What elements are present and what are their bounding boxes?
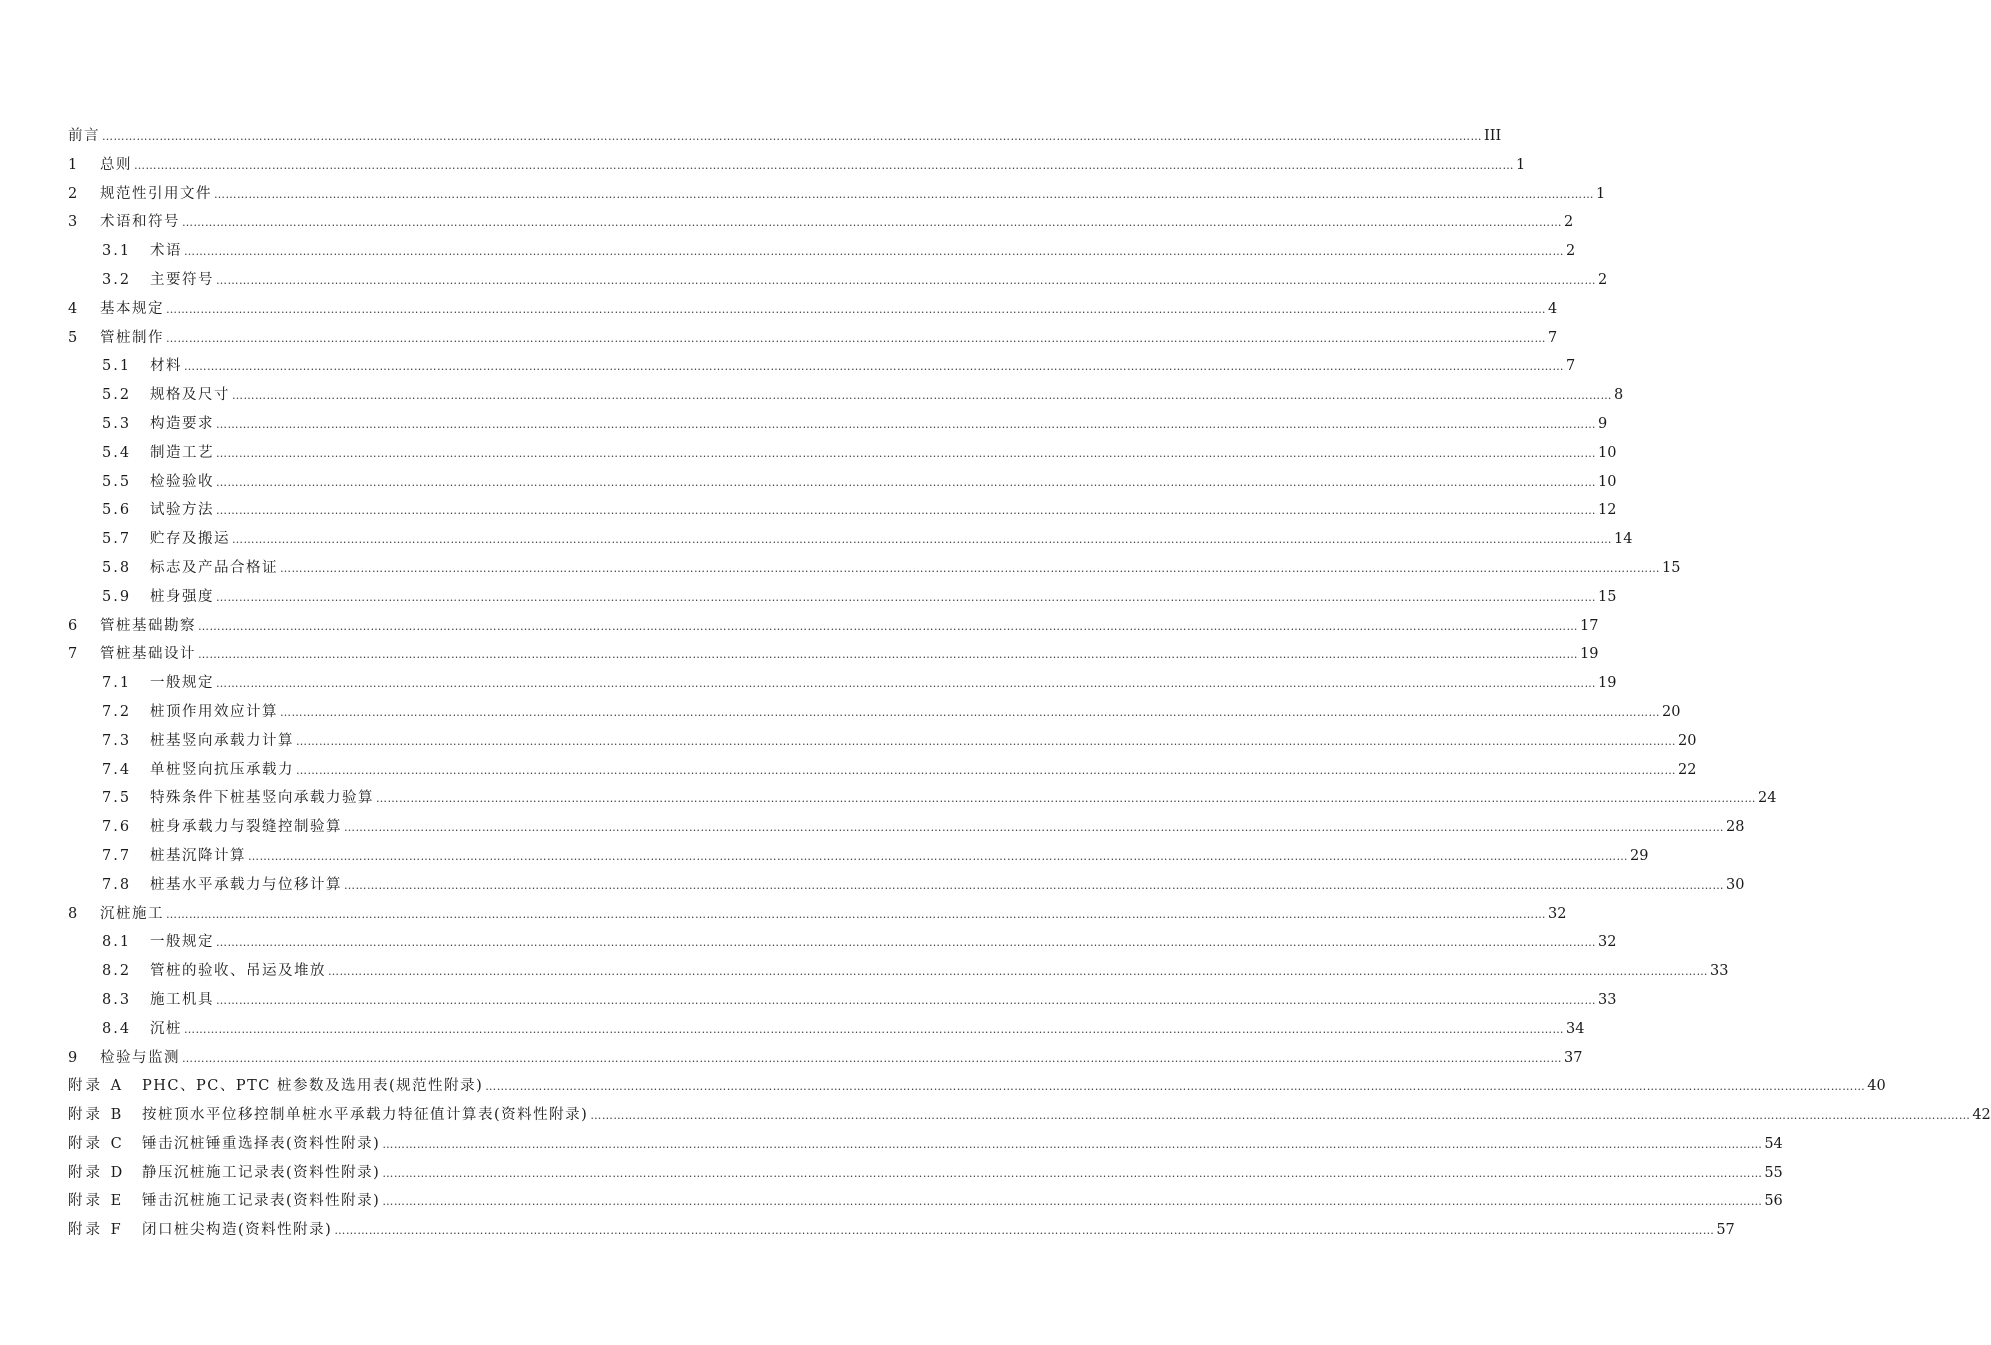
toc-entry-title: 规格及尺寸 [150,387,230,404]
toc-entry[interactable] [68,1187,1783,1216]
toc-entry-title: 检验与监测 [100,1049,180,1066]
dot-leader: ……………………………………………………………………………………………………………………………………………………………………………………………………………………………………………………………………………………………………………………………… [198,619,1578,633]
dot-leader: ……………………………………………………………………………………………………………………………………………………………………………………………………………………………………………………………………………………………………………………………… [184,245,1564,259]
dot-leader: ……………………………………………………………………………………………………………………………………………………………………………………………………………………………………………………………………………………………………………………………… [184,1022,1564,1036]
dot-leader: ……………………………………………………………………………………………………………………………………………………………………………………………………………………………………………………………………………………………………………………………… [232,389,1612,403]
toc-entry-title: PHC、PC、PTC 桩参数及选用表(规范性附录) [142,1078,484,1095]
toc-entry[interactable] [68,669,1617,698]
toc-entry[interactable] [68,1130,1783,1159]
dot-leader: ……………………………………………………………………………………………………………………………………………………………………………………………………………………………………………………………………………………………………………………………… [182,216,1562,230]
dot-leader: ……………………………………………………………………………………………………………………………………………………………………………………………………………………………………………………………………………………………………………………………… [184,360,1564,374]
dot-leader: ……………………………………………………………………………………………………………………………………………………………………………………………………………………………………………………………………………………………………………………………… [166,302,1546,316]
toc-entry-title: 特殊条件下桩基竖向承载力验算 [150,790,374,807]
toc-entry-number: 8.2 [102,963,132,980]
toc-entry-title: 贮存及搬运 [150,531,230,548]
toc-entry-number: 7 [68,646,79,663]
toc-entry-page: 56 [1764,1193,1783,1210]
toc-entry-page: 33 [1710,963,1729,980]
dot-leader: ……………………………………………………………………………………………………………………………………………………………………………………………………………………………………………………………………………………………………………………………… [232,533,1612,547]
dot-leader: ……………………………………………………………………………………………………………………………………………………………………………………………………………………………………………………………………………………………………………………………… [134,158,1514,172]
toc-entry[interactable] [68,928,1617,957]
dot-leader: ……………………………………………………………………………………………………………………………………………………………………………………………………………………………………………………………………………………………………………………………… [382,1195,1763,1209]
toc-entry-page: 15 [1598,588,1617,605]
dot-leader: ……………………………………………………………………………………………………………………………………………………………………………………………………………………………………………………………………………………………………………………………… [382,1166,1763,1180]
toc-entry-number: 2 [68,185,79,202]
toc-entry-page: 20 [1662,703,1681,720]
toc-entry-page: 22 [1678,761,1697,778]
toc-entry-number: 7.3 [102,732,132,749]
toc-entry-title: 桩身承载力与裂缝控制验算 [150,819,342,836]
dot-leader: ……………………………………………………………………………………………………………………………………………………………………………………………………………………………………………………………………………………………………………………………… [216,936,1596,950]
toc-entry-number: 7.1 [102,675,132,692]
dot-leader: ……………………………………………………………………………………………………………………………………………………………………………………………………………………………………………………………………………………………………………………………… [216,446,1596,460]
dot-leader: ……………………………………………………………………………………………………………………………………………………………………………………………………………………………………………………………………………………………………………………………… [334,1224,1715,1238]
toc-entry-title: 沉桩施工 [100,905,164,922]
toc-entry-title: 规范性引用文件 [100,185,212,202]
dot-leader: ……………………………………………………………………………………………………………………………………………………………………………………………………………………………………………………………………………………………………………………………… [485,1080,1866,1094]
toc-entry-number: 7.5 [102,790,132,807]
toc-entry-page: 2 [1598,271,1608,288]
toc-entry[interactable] [68,1159,1783,1188]
toc-entry[interactable] [68,1044,1583,1073]
toc-entry-title: 沉桩 [150,1020,182,1037]
toc-entry-page: 42 [1972,1107,1991,1124]
toc-entry-number: 5.6 [102,502,132,519]
toc-entry-number: 8.4 [102,1020,132,1037]
toc-entry-page: 2 [1566,243,1576,260]
toc-entry-title: 施工机具 [150,991,214,1008]
toc-entry-title: 闭口桩尖构造(资料性附录) [142,1222,333,1239]
toc-entry-title: 管桩基础勘察 [100,617,196,634]
toc-entry-page: 15 [1662,559,1681,576]
toc-entry[interactable] [68,1015,1585,1044]
toc-entry[interactable] [68,1072,1886,1101]
dot-leader: ……………………………………………………………………………………………………………………………………………………………………………………………………………………………………………………………………………………………………………………………… [216,273,1596,287]
toc-entry-title: 标志及产品合格证 [150,559,278,576]
dot-leader: ……………………………………………………………………………………………………………………………………………………………………………………………………………………………………………………………………………………………………………………………… [102,130,1482,143]
toc-entry-page: 32 [1598,934,1617,951]
dot-leader: ……………………………………………………………………………………………………………………………………………………………………………………………………………………………………………………………………………………………………………………………… [182,1051,1562,1065]
toc-entry-number: 3.1 [102,243,132,260]
toc-entry[interactable] [68,525,1633,554]
dot-leader: ……………………………………………………………………………………………………………………………………………………………………………………………………………………………………………………………………………………………………………………………… [344,878,1724,892]
toc-entry[interactable] [68,986,1617,1015]
toc-entry[interactable] [68,122,1502,151]
toc-entry-page: 10 [1598,473,1617,490]
toc-entry-title: 构造要求 [150,415,214,432]
toc-entry-number: 7.8 [102,876,132,893]
toc-entry-number: 3 [68,214,79,231]
toc-entry[interactable] [68,1216,1735,1245]
toc-entry-number: 1 [68,156,79,173]
toc-entry[interactable] [68,237,1576,266]
toc-entry-number: 5.8 [102,559,132,576]
toc-entry-title: 术语和符号 [100,214,180,231]
table-of-contents [68,122,1991,1245]
toc-entry-page: 8 [1614,387,1624,404]
toc-entry-title: 单桩竖向抗压承载力 [150,761,294,778]
toc-entry-number: 8 [68,905,79,922]
toc-entry-title: 桩基沉降计算 [150,847,246,864]
toc-entry-number: 9 [68,1049,79,1066]
dot-leader: ……………………………………………………………………………………………………………………………………………………………………………………………………………………………………………………………………………………………………………………………… [296,734,1676,748]
dot-leader: ……………………………………………………………………………………………………………………………………………………………………………………………………………………………………………………………………………………………………………………………… [296,763,1676,777]
toc-entry-number: 5.7 [102,531,132,548]
toc-entry-number: 3.2 [102,271,132,288]
toc-entry[interactable] [68,295,1558,324]
toc-entry-page: 33 [1598,991,1617,1008]
toc-entry[interactable] [68,1101,1991,1130]
toc-entry[interactable] [68,496,1617,525]
dot-leader: ……………………………………………………………………………………………………………………………………………………………………………………………………………………………………………………………………………………………………………………………… [216,504,1596,518]
toc-entry[interactable] [68,151,1526,180]
toc-entry-title: 基本规定 [100,300,164,317]
toc-entry-number: 5 [68,329,79,346]
toc-entry-page: 17 [1580,617,1599,634]
dot-leader: ……………………………………………………………………………………………………………………………………………………………………………………………………………………………………………………………………………………………………………………………… [328,965,1708,979]
toc-entry[interactable] [68,900,1567,929]
dot-leader: ……………………………………………………………………………………………………………………………………………………………………………………………………………………………………………………………………………………………………………………………… [382,1137,1763,1151]
toc-entry-number: 附录 E [68,1193,125,1210]
toc-entry-number: 5.3 [102,415,132,432]
toc-entry-page: 55 [1764,1164,1783,1181]
toc-entry-page: 40 [1867,1078,1886,1095]
toc-entry[interactable] [68,957,1729,986]
toc-entry[interactable] [68,756,1697,785]
dot-leader: ……………………………………………………………………………………………………………………………………………………………………………………………………………………………………………………………………………………………………………………………… [216,590,1596,604]
toc-entry-number: 附录 B [68,1107,125,1124]
toc-entry[interactable] [68,871,1745,900]
dot-leader: ……………………………………………………………………………………………………………………………………………………………………………………………………………………………………………………………………………………………………………………………… [198,648,1578,662]
toc-entry-title: 按桩顶水平位移控制单桩水平承载力特征值计算表(资料性附录) [142,1107,589,1124]
toc-entry-number: 附录 C [68,1135,125,1152]
toc-entry-page: 1 [1596,185,1606,202]
toc-entry-page: 2 [1564,214,1574,231]
toc-entry-page: 20 [1678,732,1697,749]
toc-entry-page: 57 [1716,1222,1735,1239]
toc-entry[interactable] [68,813,1745,842]
dot-leader: ……………………………………………………………………………………………………………………………………………………………………………………………………………………………………………………………………………………………………………………………… [280,561,1660,575]
dot-leader: ……………………………………………………………………………………………………………………………………………………………………………………………………………………………………………………………………………………………………………………………… [166,907,1546,921]
toc-entry[interactable] [68,698,1681,727]
toc-entry-number: 5.5 [102,473,132,490]
toc-entry-page: 37 [1564,1049,1583,1066]
toc-entry-number: 附录 D [68,1164,126,1181]
toc-entry-title: 前言 [68,128,100,144]
toc-entry[interactable] [68,784,1777,813]
toc-entry-number: 7.6 [102,819,132,836]
dot-leader: ……………………………………………………………………………………………………………………………………………………………………………………………………………………………………………………………………………………………………………………………… [248,849,1628,863]
toc-entry-page: 12 [1598,502,1617,519]
toc-entry-title: 管桩基础设计 [100,646,196,663]
toc-entry-title: 锤击沉桩施工记录表(资料性附录) [142,1193,381,1210]
toc-entry-page: 10 [1598,444,1617,461]
toc-entry-number: 4 [68,300,79,317]
toc-entry-number: 8.3 [102,991,132,1008]
toc-entry-number: 7.2 [102,703,132,720]
toc-entry-page: 34 [1566,1020,1585,1037]
toc-entry-title: 检验验收 [150,473,214,490]
toc-entry-number: 附录 A [68,1078,125,1095]
toc-entry-title: 管桩的验收、吊运及堆放 [150,963,326,980]
toc-entry-page: 19 [1580,646,1599,663]
toc-entry-page: 54 [1764,1135,1783,1152]
toc-entry[interactable] [68,180,1606,209]
toc-entry-title: 桩身强度 [150,588,214,605]
toc-entry-title: 锤击沉桩锤重选择表(资料性附录) [142,1135,381,1152]
toc-entry-page: 4 [1548,300,1558,317]
toc-entry-page: 7 [1548,329,1558,346]
toc-entry[interactable] [68,410,1608,439]
toc-entry[interactable] [68,381,1624,410]
toc-entry-page: III [1484,128,1502,144]
toc-entry-title: 桩顶作用效应计算 [150,703,278,720]
toc-entry-number: 5.4 [102,444,132,461]
dot-leader: ……………………………………………………………………………………………………………………………………………………………………………………………………………………………………………………………………………………………………………………………… [280,705,1660,719]
toc-entry-title: 管桩制作 [100,329,164,346]
toc-entry-number: 5.1 [102,358,132,375]
toc-entry[interactable] [68,583,1617,612]
dot-leader: ……………………………………………………………………………………………………………………………………………………………………………………………………………………………………………………………………………………………………………………………… [590,1109,1971,1123]
toc-entry[interactable] [68,727,1697,756]
toc-entry-number: 6 [68,617,79,634]
toc-entry[interactable] [68,439,1617,468]
toc-entry[interactable] [68,324,1558,353]
toc-entry[interactable] [68,352,1576,381]
dot-leader: ……………………………………………………………………………………………………………………………………………………………………………………………………………………………………………………………………………………………………………………………… [216,475,1596,489]
toc-entry-number: 7.4 [102,761,132,778]
toc-entry-title: 材料 [150,358,182,375]
dot-leader: ……………………………………………………………………………………………………………………………………………………………………………………………………………………………………………………………………………………………………………………………… [344,821,1724,835]
toc-entry-page: 30 [1726,876,1745,893]
toc-entry[interactable] [68,842,1649,871]
toc-entry-page: 1 [1516,156,1526,173]
toc-entry-page: 9 [1598,415,1608,432]
toc-entry-page: 7 [1566,358,1576,375]
toc-entry-page: 29 [1630,847,1649,864]
toc-entry-title: 桩基竖向承载力计算 [150,732,294,749]
toc-entry-page: 28 [1726,819,1745,836]
toc-entry-title: 总则 [100,156,132,173]
toc-entry-number: 5.9 [102,588,132,605]
toc-entry-page: 24 [1758,790,1777,807]
toc-entry-title: 一般规定 [150,934,214,951]
toc-entry-title: 试验方法 [150,502,214,519]
toc-entry[interactable] [68,266,1608,295]
toc-entry-number: 7.7 [102,847,132,864]
toc-entry[interactable] [68,612,1599,641]
dot-leader: ……………………………………………………………………………………………………………………………………………………………………………………………………………………………………………………………………………………………………………………………… [216,993,1596,1007]
toc-entry-title: 桩基水平承载力与位移计算 [150,876,342,893]
toc-entry[interactable] [68,554,1681,583]
toc-entry-page: 14 [1614,531,1633,548]
toc-entry-number: 5.2 [102,387,132,404]
dot-leader: ……………………………………………………………………………………………………………………………………………………………………………………………………………………………………………………………………………………………………………………………… [216,677,1596,691]
toc-entry-number: 附录 F [68,1222,124,1239]
dot-leader: ……………………………………………………………………………………………………………………………………………………………………………………………………………………………………………………………………………………………………………………………… [214,187,1594,201]
dot-leader: ……………………………………………………………………………………………………………………………………………………………………………………………………………………………………………………………………………………………………………………………… [376,792,1756,806]
toc-entry-page: 32 [1548,905,1567,922]
dot-leader: ……………………………………………………………………………………………………………………………………………………………………………………………………………………………………………………………………………………………………………………………… [166,331,1546,345]
toc-entry[interactable] [68,468,1617,497]
toc-entry-number: 8.1 [102,934,132,951]
toc-entry-page: 19 [1598,675,1617,692]
toc-entry-title: 术语 [150,243,182,260]
toc-entry-title: 静压沉桩施工记录表(资料性附录) [142,1164,381,1181]
toc-entry-title: 一般规定 [150,675,214,692]
toc-entry[interactable] [68,208,1574,237]
dot-leader: ……………………………………………………………………………………………………………………………………………………………………………………………………………………………………………………………………………………………………………………………… [216,417,1596,431]
toc-entry-title: 制造工艺 [150,444,214,461]
toc-entry-title: 主要符号 [150,271,214,288]
toc-entry[interactable] [68,640,1599,669]
